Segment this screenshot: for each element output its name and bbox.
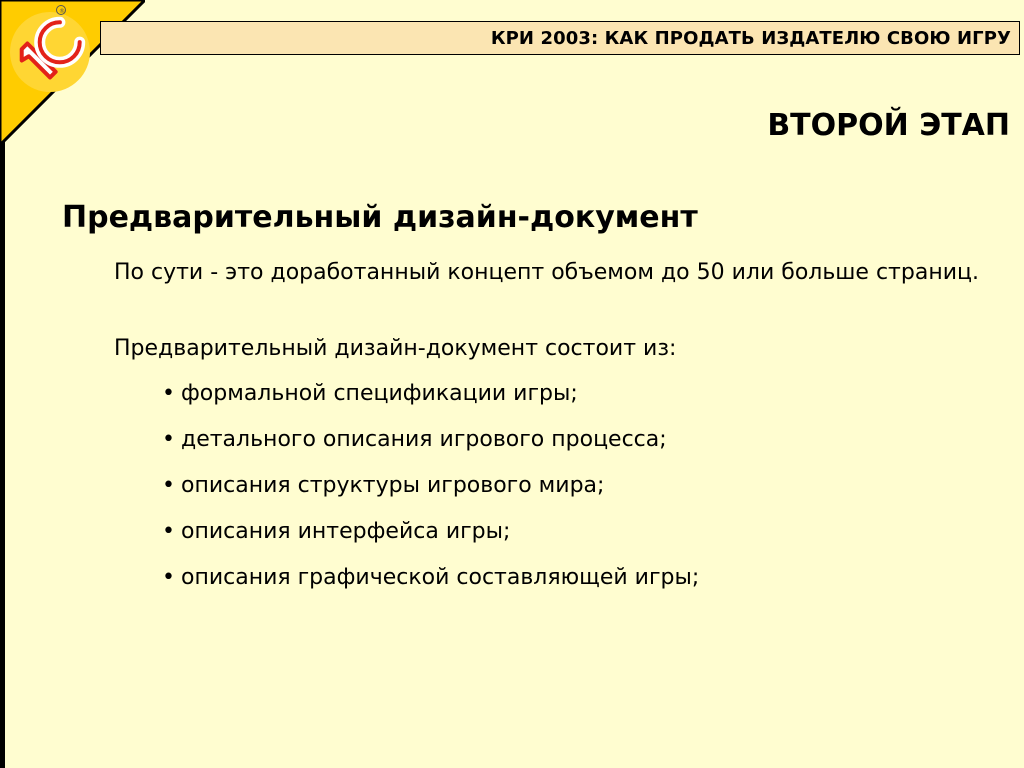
- section-heading: Предварительный дизайн-документ: [62, 200, 698, 235]
- list-item-text: формальной спецификации игры;: [180, 381, 578, 406]
- list-item-text: описания графической составляющей игры;: [180, 565, 700, 590]
- list-item-text: описания интерфейса игры;: [180, 519, 511, 544]
- list-item: [162, 470, 699, 516]
- bullet-icon: •: [162, 427, 175, 452]
- bullet-icon: •: [162, 381, 175, 406]
- list-item: [162, 516, 699, 562]
- list-item-text: детального описания игрового процесса;: [180, 427, 667, 452]
- bullet-icon: •: [162, 565, 175, 590]
- list-item-text: описания структуры игрового мира;: [180, 473, 605, 498]
- description-paragraph: По сути - это доработанный концепт объемом до 50 или больше страниц.: [114, 260, 979, 285]
- composition-intro: Предварительный дизайн-документ состоит из:: [114, 336, 677, 361]
- list-item: [162, 562, 699, 608]
- registered-mark: ®: [59, 8, 65, 15]
- list-item: [162, 424, 699, 470]
- list-item: [162, 378, 699, 424]
- bullet-icon: •: [162, 473, 175, 498]
- bullet-icon: •: [162, 519, 175, 544]
- presentation-title: КРИ 2003: КАК ПРОДАТЬ ИЗДАТЕЛЮ СВОЮ ИГРУ: [490, 28, 1011, 49]
- stage-title: ВТОРОЙ ЭТАП: [767, 108, 1010, 143]
- header-bar: [100, 21, 1020, 55]
- composition-list: [162, 378, 699, 608]
